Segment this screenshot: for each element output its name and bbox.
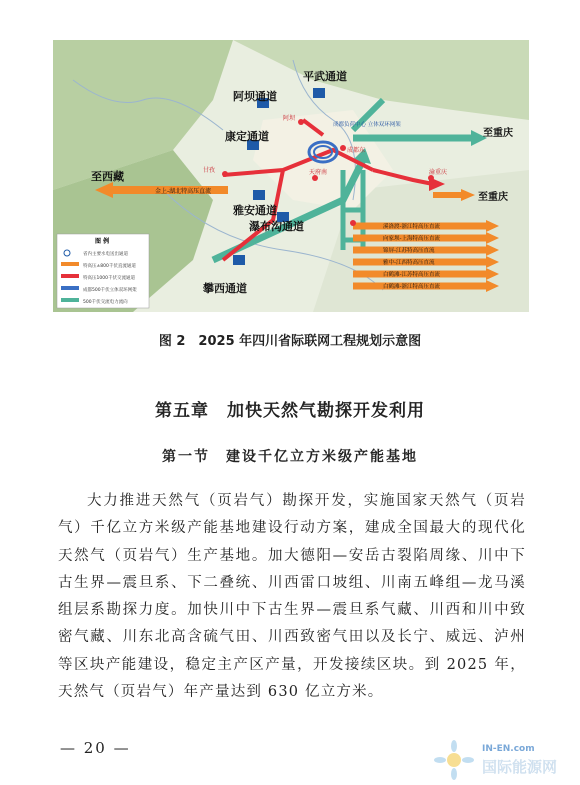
label-chongqing-lower: 至重庆	[478, 192, 508, 203]
label-pingwu: 平武通道	[303, 70, 347, 83]
label-zhongqing-station: 渝重庆	[429, 169, 448, 176]
dc-line-label: 白鹤滩-江苏特高压直流	[383, 272, 440, 278]
section-heading: 第一节 建设千亿立方米级产能基地	[162, 449, 418, 465]
label-ganzi-line: 金上-湖北特高压直流	[155, 188, 212, 195]
label-kangding: 康定通道	[225, 130, 269, 143]
legend-item-hydro: 省内主要水电送出通道	[83, 252, 128, 257]
body-paragraph: 大力推进天然气（页岩气）勘探开发，实施国家天然气（页岩气）千亿立方米级产能基地建设行动方案，建成全国最大的现代化天然气（页岩气）生产基地。加大德阳—安岳古裂陷周缘、川中下古生界—震旦系、下二叠统、川西雷口坡组、川南五峰组—龙马溪组层系勘探力度。加快川中下古生界—震旦系气藏、川西和川中致密气藏、川东北高含硫气田、川西致密气田以及长宁、威远、泸州等区块产能建设，稳定主产区产量，开发接续区块。到 2025 年，天然气（页岩气）年产量达到 630 亿立方米。	[58, 493, 526, 701]
label-tianfu-south: 天府南	[309, 169, 328, 176]
dc-line-label: 锦屏-江苏特高压直流	[383, 248, 435, 254]
legend-item-flow: 500千伏交流电力流向	[83, 300, 128, 305]
dc-line-label: 白鹤滩-浙江特高压直流	[383, 284, 440, 290]
label-panxi: 攀西通道	[203, 282, 247, 295]
label-chengdu-east: 成都东	[347, 147, 366, 154]
watermark-cn: 国际能源网	[482, 758, 558, 776]
label-ganzi-station: 甘孜	[203, 167, 216, 174]
label-chongqing-upper: 至重庆	[483, 128, 513, 139]
legend-item-uhvac: 特高压1000千伏交流通道	[83, 276, 135, 281]
figure-caption: 图 2 2025 年四川省际联网工程规划示意图	[158, 334, 422, 349]
legend-item-ring: 成都500千伏立体双环网架	[83, 288, 137, 293]
dc-line-label: 向家坝-上海特高压直流	[383, 236, 440, 242]
site-watermark	[432, 740, 572, 780]
label-tibet: 至西藏	[91, 170, 124, 183]
sichuan-grid-map	[53, 40, 529, 312]
label-pubugou: 瀑布沟通道	[249, 220, 304, 233]
label-ring-center: 成都负荷中心 立体双环网架	[333, 122, 401, 128]
map-legend	[57, 234, 149, 308]
dc-line-label: 溪洛渡-浙江特高压直流	[383, 224, 440, 230]
label-yaan: 雅安通道	[233, 204, 277, 217]
watermark-en: IN-EN.com	[482, 744, 535, 754]
chapter-heading: 第五章 加快天然气勘探开发利用	[155, 401, 425, 421]
legend-title: 图 例	[95, 238, 110, 245]
legend-item-uhvdc: 特高压±800千伏直流通道	[83, 264, 136, 269]
dc-line-label: 雅中-江西特高压直流	[383, 260, 435, 266]
page-number: — 20 —	[60, 739, 131, 757]
label-aba: 阿坝通道	[233, 90, 277, 103]
sunflower-logo-icon	[432, 740, 476, 780]
label-aba-station: 阿坝	[283, 115, 296, 122]
